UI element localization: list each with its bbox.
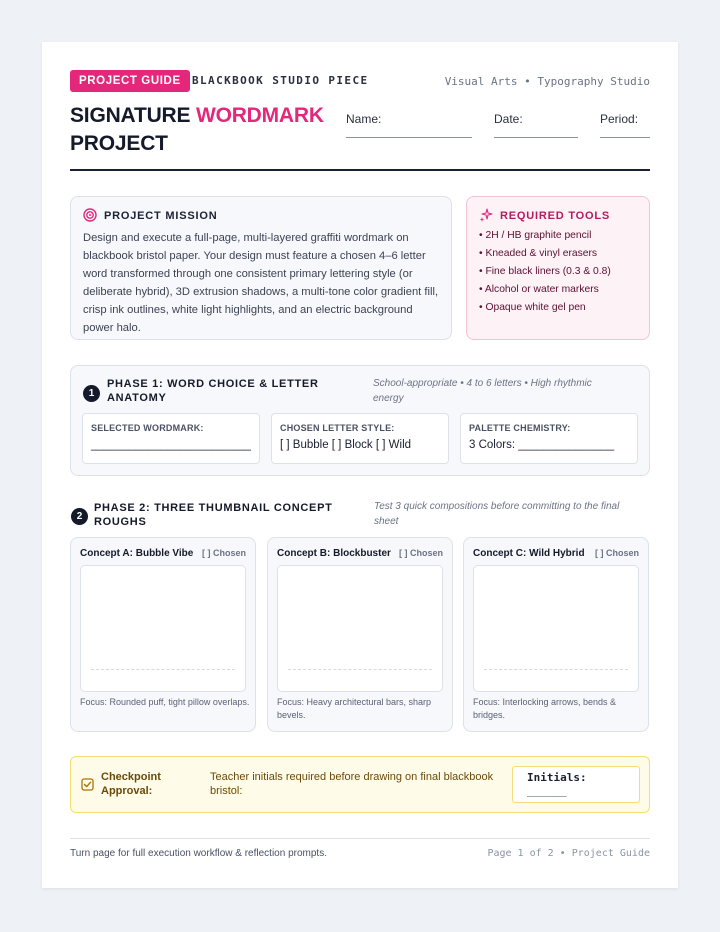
concept-card-b: [267, 537, 453, 732]
concept-c-title: Concept C: Wild Hybrid: [473, 548, 585, 559]
project-guide-tag: PROJECT GUIDE: [70, 70, 190, 92]
letter-style-box[interactable]: [271, 413, 449, 464]
phase1-number-badge: 1: [83, 385, 100, 402]
name-label: Name:: [346, 112, 382, 126]
baseline-guide: [91, 669, 235, 670]
palette-blank: 3 Colors: _______________: [469, 439, 615, 451]
selected-wordmark-blank: _________________________: [91, 439, 251, 451]
header-divider: [70, 169, 650, 171]
tool-item: • Opaque white gel pen: [479, 302, 586, 313]
mission-heading: PROJECT MISSION: [104, 210, 218, 222]
letter-style-label: CHOSEN LETTER STYLE:: [280, 423, 395, 433]
title-part1: SIGNATURE: [70, 104, 196, 127]
tools-list: [479, 227, 637, 317]
concept-c-focus: Focus: Interlocking arrows, bends & bridges.: [473, 697, 617, 720]
mission-heading-row: [83, 207, 439, 225]
tools-heading-row: [479, 207, 637, 225]
phase2-note: Test 3 quick compositions before committing to the final sheet: [374, 501, 620, 527]
phase1-section: [70, 365, 650, 476]
date-field[interactable]: [494, 112, 578, 138]
concept-b-sketch-area[interactable]: [277, 565, 443, 692]
title-accent: WORDMARK: [195, 104, 324, 127]
period-field[interactable]: [600, 112, 650, 138]
footer-divider: [70, 838, 650, 839]
initials-label: Initials:: [527, 771, 587, 784]
top-row: [70, 70, 650, 92]
concept-a-focus: Focus: Rounded puff, tight pillow overlaps.: [80, 697, 250, 707]
concept-a-title: Concept A: Bubble Vibe: [80, 548, 194, 559]
page-number: Page 1 of 2 • Project Guide: [487, 848, 650, 859]
worksheet-page: [42, 42, 678, 888]
phase1-note: School-appropriate • 4 to 6 letters • High rhythmic energy: [373, 378, 592, 404]
selected-wordmark-box[interactable]: [82, 413, 260, 464]
checkbox-icon: [81, 778, 94, 796]
tool-item: • Alcohol or water markers: [479, 284, 599, 295]
name-field[interactable]: [346, 112, 472, 138]
mission-body: Design and execute a full-page, multi-layered graffiti wordmark on blackbook bristol paper. Your design must feature a chosen 4–6 letter word transformed through one consistent primary lettering style (or deliberate hybrid), 3D extrusion shadows, a multi-tone color gradient fill, crisp ink outlines, white light highlights, and an electric background power halo.: [83, 232, 439, 334]
palette-label: PALETTE CHEMISTRY:: [469, 423, 571, 433]
checkpoint-label: Checkpoint Approval:: [101, 771, 161, 797]
initials-field[interactable]: [512, 766, 640, 803]
concept-b-title: Concept B: Blockbuster: [277, 548, 391, 559]
concept-b-chosen-checkbox[interactable]: [ ] Chosen: [399, 548, 443, 558]
concept-card-c: [463, 537, 649, 732]
concept-b-focus: Focus: Heavy architectural bars, sharp bevels.: [277, 697, 432, 720]
initials-blank: ______: [527, 784, 567, 797]
selected-wordmark-label: SELECTED WORDMARK:: [91, 423, 204, 433]
page-title: [70, 102, 360, 158]
letter-style-options: [ ] Bubble [ ] Block [ ] Wild: [280, 439, 412, 451]
period-label: Period:: [600, 112, 639, 126]
concept-c-chosen-checkbox[interactable]: [ ] Chosen: [595, 548, 639, 558]
date-label: Date:: [494, 112, 523, 126]
phase1-title: PHASE 1: WORD CHOICE & LETTER ANATOMY: [107, 378, 319, 404]
tool-item: • Fine black liners (0.3 & 0.8): [479, 266, 611, 277]
target-icon: [83, 208, 97, 225]
checkpoint-text: Teacher initials required before drawing on final blackbook bristol:: [210, 771, 494, 797]
kicker-text: BLACKBOOK STUDIO PIECE: [192, 74, 369, 87]
checkpoint-banner: [70, 756, 650, 813]
concept-a-chosen-checkbox[interactable]: [ ] Chosen: [202, 548, 246, 558]
palette-box[interactable]: [460, 413, 638, 464]
footer-note: Turn page for full execution workflow & reflection prompts.: [70, 848, 327, 859]
tool-item: • 2H / HB graphite pencil: [479, 230, 592, 241]
tool-item: • Kneaded & vinyl erasers: [479, 248, 598, 259]
title-part2: PROJECT: [70, 132, 168, 155]
baseline-guide: [288, 669, 432, 670]
sparkle-icon: [479, 208, 493, 225]
concept-card-a: [70, 537, 256, 732]
phase2-title: PHASE 2: THREE THUMBNAIL CONCEPT ROUGHS: [94, 502, 333, 528]
baseline-guide: [484, 669, 628, 670]
concept-c-sketch-area[interactable]: [473, 565, 639, 692]
tools-box: [466, 196, 650, 340]
mission-box: [70, 196, 452, 340]
concept-a-sketch-area[interactable]: [80, 565, 246, 692]
phase2-number-badge: 2: [71, 508, 88, 525]
tools-heading: REQUIRED TOOLS: [500, 210, 611, 222]
course-label: Visual Arts • Typography Studio: [444, 75, 650, 88]
